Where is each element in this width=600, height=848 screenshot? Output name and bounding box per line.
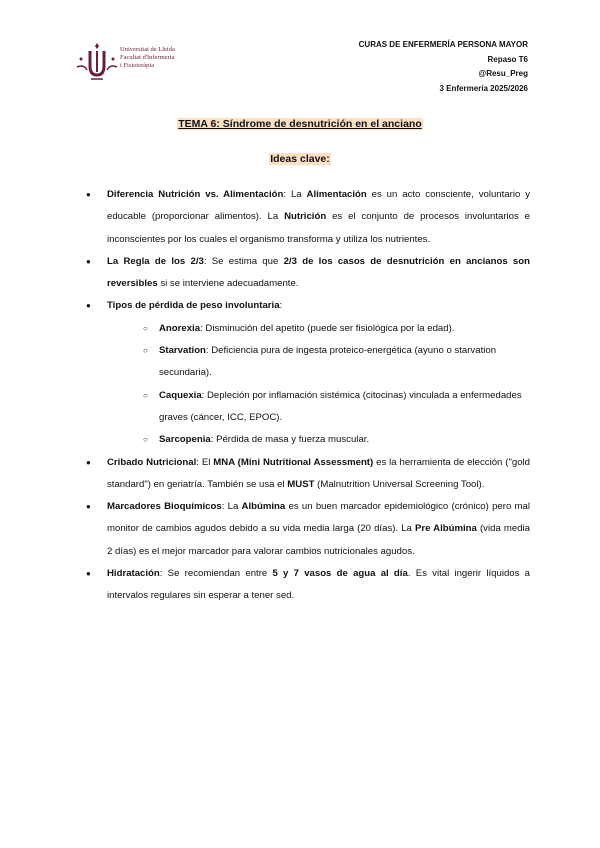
keyword: Pre Albúmina xyxy=(414,523,477,535)
text: es un buen marcador epidemiológico (crónico) pero mal monitor de cambios agudos debido a su vida media larga (20 días). La xyxy=(107,501,530,535)
keyword: Nutrición xyxy=(284,211,327,223)
text: : xyxy=(279,300,283,312)
bullet-nutritional-screening xyxy=(86,452,530,497)
logo-text xyxy=(120,46,175,70)
header-year: 3 Enfermería 2025/2026 xyxy=(439,83,528,93)
term: Hidratación xyxy=(107,568,160,580)
keyword: 2/3 de los casos de desnutrición en ancianos son reversibles xyxy=(107,255,530,290)
term: Anorexia xyxy=(159,322,201,334)
text: . Es vital ingerir líquidos a intervalos regulares sin esperar a tener sed. xyxy=(107,568,530,602)
university-logo xyxy=(76,42,176,82)
text: (Malnutrition Universal Screening Tool). xyxy=(314,478,485,490)
keyword: MNA (Mini Nutritional Assessment) xyxy=(213,456,374,468)
page-title-text: TEMA 6: Síndrome de desnutrición en el anciano xyxy=(178,118,422,130)
bullet-biochemical-markers xyxy=(86,496,530,563)
text: si se interviene adecuadamente. xyxy=(157,278,299,290)
university-emblem-icon xyxy=(76,42,118,82)
bullet-two-thirds-rule xyxy=(86,251,530,296)
text: : La xyxy=(283,189,307,200)
page-title xyxy=(0,118,600,130)
header-course: CURAS DE ENFERMERÍA PERSONA MAYOR xyxy=(358,40,528,49)
term: Tipos de pérdida de peso involuntaria xyxy=(107,300,280,312)
sub-bullet-starvation xyxy=(143,340,530,385)
term: La Regla de los 2/3 xyxy=(107,255,204,267)
text: : Deficiencia pura de ingesta proteico-energética (ayuno o starvation secundaria). xyxy=(159,345,497,379)
header-handle: @Resu_Preg xyxy=(478,69,528,78)
sub-bullet-sarcopenia xyxy=(143,429,530,451)
section-heading xyxy=(0,153,600,165)
bullet-weight-loss-types xyxy=(86,295,530,451)
text: : El xyxy=(196,456,214,468)
keyword: Albúmina xyxy=(241,501,286,513)
bullet-nutrition-vs-feeding xyxy=(86,184,530,251)
keyword: MUST xyxy=(287,478,315,490)
page-header xyxy=(359,38,528,96)
text: es un acto consciente, voluntario y educable (proporcionar alimentos). La xyxy=(107,189,530,223)
bullet-hydration xyxy=(86,563,530,608)
key-ideas xyxy=(86,184,530,608)
term: Marcadores Bioquímicos xyxy=(107,501,222,513)
keyword: Alimentación xyxy=(306,189,367,200)
header-subtitle: Repaso T6 xyxy=(487,54,528,64)
keyword: 5 y 7 vasos de agua al día xyxy=(272,568,408,580)
text: : La xyxy=(221,501,242,513)
text: : Disminución del apetito (puede ser fisiológica por la edad). xyxy=(200,322,455,334)
sub-bullet-cachexia xyxy=(143,385,530,430)
logo-line-1: Universitat de Lleida xyxy=(120,46,175,53)
term: Diferencia Nutrición vs. Alimentación xyxy=(107,189,284,200)
text: es el conjunto de procesos involuntarios e inconscientes por los cuales el organismo transforma y utiliza los nutrientes. xyxy=(107,211,530,245)
section-heading-text: Ideas clave: xyxy=(270,153,330,165)
text: : Pérdida de masa y fuerza muscular. xyxy=(210,434,370,446)
term: Starvation xyxy=(159,345,206,357)
term: Caquexia xyxy=(159,389,202,401)
sub-bullet-anorexia xyxy=(143,318,530,340)
logo-line-3: i Fisioteràpia xyxy=(120,62,155,69)
text: : Se estima que xyxy=(203,255,284,267)
text: : Se recomiendan entre xyxy=(159,568,273,580)
term: Cribado Nutricional xyxy=(107,456,197,468)
text: (vida media 2 días) es el mejor marcador para valorar cambios nutricionales agudos. xyxy=(107,523,531,557)
text: es la herramienta de elección ("gold standard") en geriatría. También se usa el xyxy=(107,456,531,490)
text: : Depleción por inflamación sistémica (citocinas) vinculada a enfermedades graves (cáncer, ICC, EPOC). xyxy=(159,389,522,423)
logo-line-2: Facultat d'Infermeria xyxy=(120,54,175,61)
term: Sarcopenia xyxy=(159,434,211,446)
